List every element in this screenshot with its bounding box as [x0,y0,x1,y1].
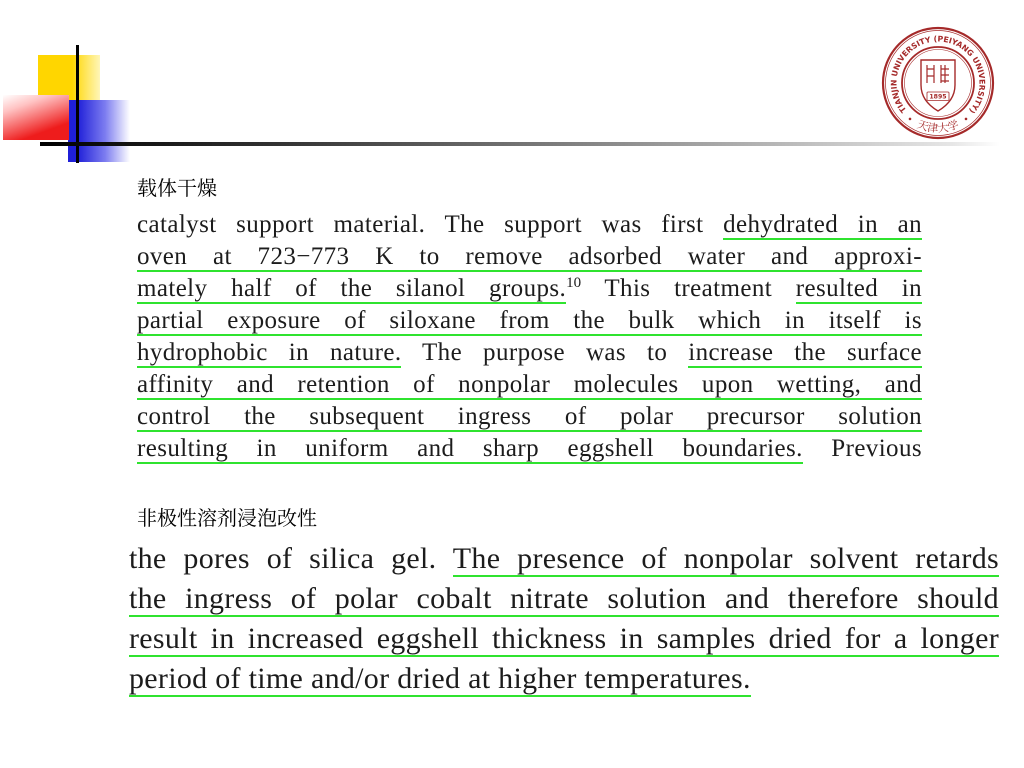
highlighted-text: resulted in [795,275,922,302]
seal-outer-ring [883,28,993,138]
seal-dot-right [965,118,968,121]
title-divider-rule [40,142,1000,146]
section-heading-support-drying: 载体干燥 [137,176,217,200]
text-line [137,337,922,369]
text-line [129,619,999,659]
seal-ring-text: TIANJIN UNIVERSITY (PEIYANG UNIVERSITY) [889,34,987,116]
accent-red-bar [3,95,69,140]
highlighted-text: control the subsequent ingress of polar precursor solution [137,403,922,430]
text-segment: Previous [802,435,922,462]
highlighted-text: result in increased eggshell thickness in samples dried for a longer [129,622,999,655]
text-line [137,305,922,337]
excerpt-support-drying [137,209,922,465]
university-seal-icon [880,25,996,141]
highlighted-text: dehydrated in an [723,211,922,238]
text-line [137,401,922,433]
highlighted-text: partial exposure of siloxane from the bulk which in itself is [137,307,922,334]
seal-bottom-calligraphy: 天津大学 [915,117,961,136]
text-segment: The purpose was to [401,339,689,366]
seal-dot-left [909,118,912,121]
highlighted-text: oven at 723−773 K to remove adsorbed water and approxi- [137,243,922,270]
text-line [137,369,922,401]
highlighted-text: hydrophobic in nature. [137,339,402,366]
text-line [129,579,999,619]
text-segment: This treatment [581,275,796,302]
citation-superscript: 10 [566,275,582,291]
text-segment: catalyst support material. The support was first [137,211,724,238]
text-line [137,209,922,241]
excerpt-nonpolar-solvent-soaking [129,539,999,699]
highlighted-text: period of time and/or dried at higher temperatures. [129,662,751,695]
highlighted-text: affinity and retention of nonpolar molecules upon wetting, and [137,371,922,398]
highlighted-text: mately half of the silanol groups. [137,275,567,302]
seal-year: 1895 [929,93,947,101]
section-heading-nonpolar-solvent-soaking: 非极性溶剂浸泡改性 [137,506,317,530]
highlighted-text: increase the surface [688,339,922,366]
text-line [137,241,922,273]
highlighted-text: resulting in uniform and sharp eggshell boundaries. [137,435,803,462]
highlighted-text: the ingress of polar cobalt nitrate solution and therefore should [129,582,999,615]
text-line [137,273,922,305]
text-line [129,659,999,699]
text-line [137,433,922,465]
highlighted-text: The presence of nonpolar solvent retards [452,542,999,575]
text-segment: the pores of silica gel. [129,542,453,575]
text-line [129,539,999,579]
